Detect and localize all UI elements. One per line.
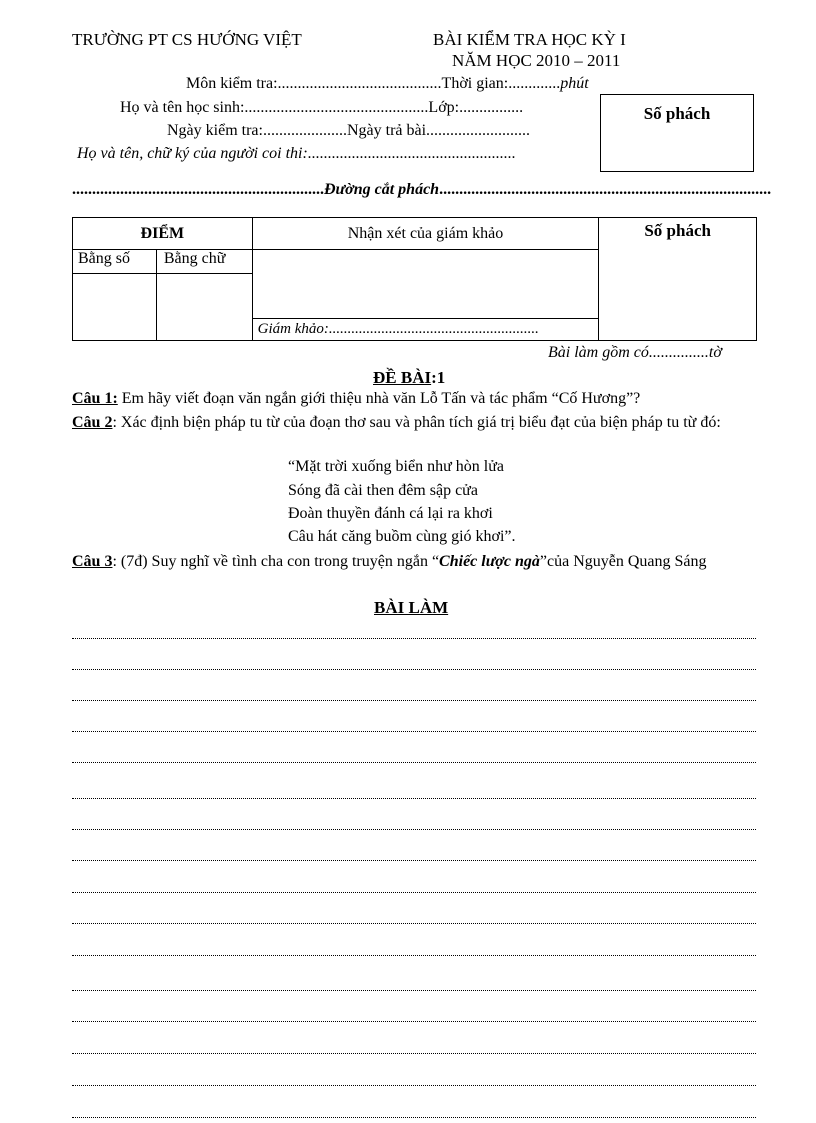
poem-line-3: Đoàn thuyền đánh cá lại ra khơi <box>288 505 493 522</box>
answer-line[interactable] <box>72 798 756 799</box>
answer-line[interactable] <box>72 1085 756 1086</box>
so-phach-box-top <box>600 94 754 172</box>
cut-line <box>72 181 771 199</box>
proctor-line: Họ và tên, chữ ký của người coi thi:.................................................... <box>77 145 516 162</box>
answer-line[interactable] <box>72 731 756 732</box>
time-unit: phút <box>560 75 589 92</box>
answer-heading: BÀI LÀM <box>374 598 449 617</box>
answer-line[interactable] <box>72 700 756 701</box>
answer-line[interactable] <box>72 1053 756 1054</box>
question-2 <box>72 412 756 434</box>
question-3 <box>72 551 756 573</box>
poem-line-2: Sóng đã cài then đêm sập cửa <box>288 482 478 499</box>
exam-date-line: Ngày kiểm tra:.....................Ngày trả bài.......................... <box>167 122 531 139</box>
question-3-text-b: ”của Nguyễn Quang Sáng <box>539 553 707 570</box>
comment-area <box>252 250 599 319</box>
school-name: TRƯỜNG PT CS HƯỚNG VIỆT <box>72 30 302 49</box>
so-phach-label-top: Số phách <box>643 104 711 123</box>
question-1 <box>72 390 640 408</box>
answer-line[interactable] <box>72 638 756 639</box>
student-name-line: Họ và tên học sinh:..............................................Lớp:................ <box>120 99 524 116</box>
question-1-text: Em hãy viết đoạn văn ngắn giới thiệu nhà văn Lỗ Tấn và tác phẩm “Cố Hương”? <box>117 390 641 407</box>
school-year: NĂM HỌC 2010 – 2011 <box>452 51 621 70</box>
answer-line[interactable] <box>72 1117 756 1118</box>
answer-line[interactable] <box>72 892 756 893</box>
answer-line[interactable] <box>72 669 756 670</box>
exam-heading-suffix: :1 <box>431 368 446 387</box>
subject-line-text: Môn kiểm tra:.........................................Thời gian:............. <box>186 75 561 92</box>
score-number-cell <box>73 274 157 341</box>
exam-heading-text: ĐỀ BÀI <box>373 368 432 387</box>
answer-line[interactable] <box>72 923 756 924</box>
answer-line[interactable] <box>72 860 756 861</box>
subject-line <box>186 75 589 93</box>
grade-header: ĐIỂM <box>73 218 253 250</box>
cut-line-label: Đường cắt phách <box>324 181 440 198</box>
grade-table <box>72 217 757 341</box>
answer-line[interactable] <box>72 1021 756 1022</box>
page-count: Bài làm gồm có...............tờ <box>548 344 722 361</box>
score-number-header: Bằng số <box>73 250 157 274</box>
question-2-text: : Xác định biện pháp tu từ của đoạn thơ sau và phân tích giá trị biểu đạt của biện pháp tu từ đó: <box>112 414 721 431</box>
score-words-cell <box>156 274 252 341</box>
question-2-label: Câu 2 <box>72 414 113 431</box>
examiner-line: Giám khảo:........................................................ <box>252 318 599 340</box>
question-3-work-title: Chiếc lược ngà <box>439 553 540 570</box>
exam-heading <box>373 368 445 388</box>
poem-line-4: Câu hát căng buồm cùng gió khơi”. <box>288 528 516 545</box>
poem-line-1: “Mặt trời xuống biển như hòn lửa <box>288 458 504 475</box>
question-3-text-a: : (7đ) Suy nghĩ về tình cha con trong truyện ngắn “ <box>112 553 440 570</box>
answer-line[interactable] <box>72 762 756 763</box>
so-phach-label-table: Số phách <box>644 221 711 240</box>
comment-header: Nhận xét của giám khảo <box>252 218 599 250</box>
question-1-label: Câu 1: <box>72 390 118 407</box>
exam-title: BÀI KIỂM TRA HỌC KỲ I <box>433 30 626 49</box>
question-3-label: Câu 3 <box>72 553 113 570</box>
cut-line-dots-right: ................................................................................... <box>439 181 772 198</box>
cut-line-dots-left: ............................................................... <box>72 181 324 198</box>
so-phach-cell <box>599 218 757 341</box>
score-words-header: Bằng chữ <box>156 250 252 274</box>
answer-line[interactable] <box>72 955 756 956</box>
answer-line[interactable] <box>72 990 756 991</box>
answer-line[interactable] <box>72 829 756 830</box>
